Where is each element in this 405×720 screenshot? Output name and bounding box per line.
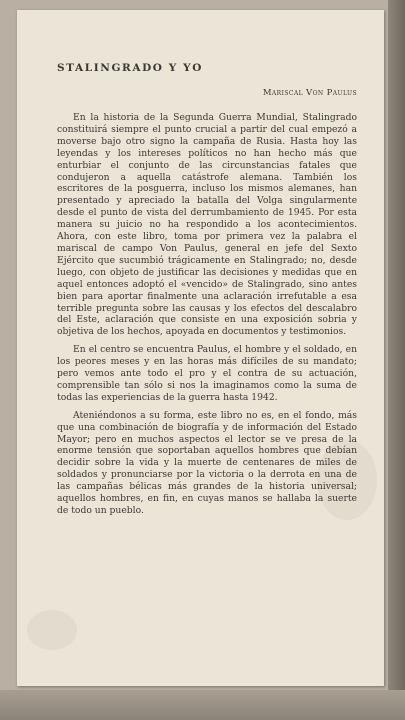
paragraph-1: En la historia de la Segunda Guerra Mundial, Stalingrado constituirá siempre el punto crucial a partir del cual empezó a moverse bajo otro signo la campaña de Rusia. Hasta hoy las leyendas y los intereses políticos no han hecho más que enturbiar el conjunto de las circunstancias fatales que condujeron a aquella catástrofe alemana. También los escritores de la posguerra, incluso los mismos alemanes, han presentado y apreciado la batalla del Volga singularmente desde el punto de vista del derrumbamiento de 1945. Por esta manera su juicio no ha respondido a los acontecimientos. Ahora, con este libro, toma por primera vez la palabra el mariscal de campo Von Paulus, general en jefe del Sexto Ejército que sucumbió trágicamente en Stalingrado; no, desde luego, con objeto de justificar las decisiones y medidas que en aquel entonces adoptó el «vencido» de Stalingrado, sino antes bien para aportar finalmente una aclaración irrefutable a esa terrible pregunta sobre las causas y los efectos del descalabro del Este, aclaración que consiste en una exposición sobria y objetiva de los hechos, apoyada en documentos y testimonios. xyxy=(57,112,357,338)
paragraph-2: En el centro se encuentra Paulus, el hombre y el soldado, en los peores meses y en las horas más difíciles de su mandato; pero vemos ante todo el pro y el contra de su actuación, comprensible tan sólo si nos la imaginamos como la suma de todas las experiencias de la guerra hasta 1942. xyxy=(57,344,357,403)
page-text-block xyxy=(57,62,357,523)
book-title: STALINGRADO Y YO xyxy=(57,62,204,74)
book-spine xyxy=(388,0,405,720)
book-page xyxy=(17,10,384,686)
page-stain xyxy=(27,610,77,650)
book-author: Mariscal Von Paulus xyxy=(262,88,357,98)
book-bottom-edge xyxy=(0,690,405,720)
paragraph-3: Ateniéndonos a su forma, este libro no es, en el fondo, más que una combinación de biografía y de información del Estado Mayor; pero en muchos aspectos el lector se ve presa de la enorme tensión que soportaban aquellos hombres que debían decidir sobre la vida y la muerte de centenares de miles de soldados y pronunciarse por la victoria o la derrota en una de las campañas bélicas más grandes de la historia universal; aquellos hombres, en fin, en cuyas manos se hallaba la suerte de todo un pueblo. xyxy=(57,409,357,516)
